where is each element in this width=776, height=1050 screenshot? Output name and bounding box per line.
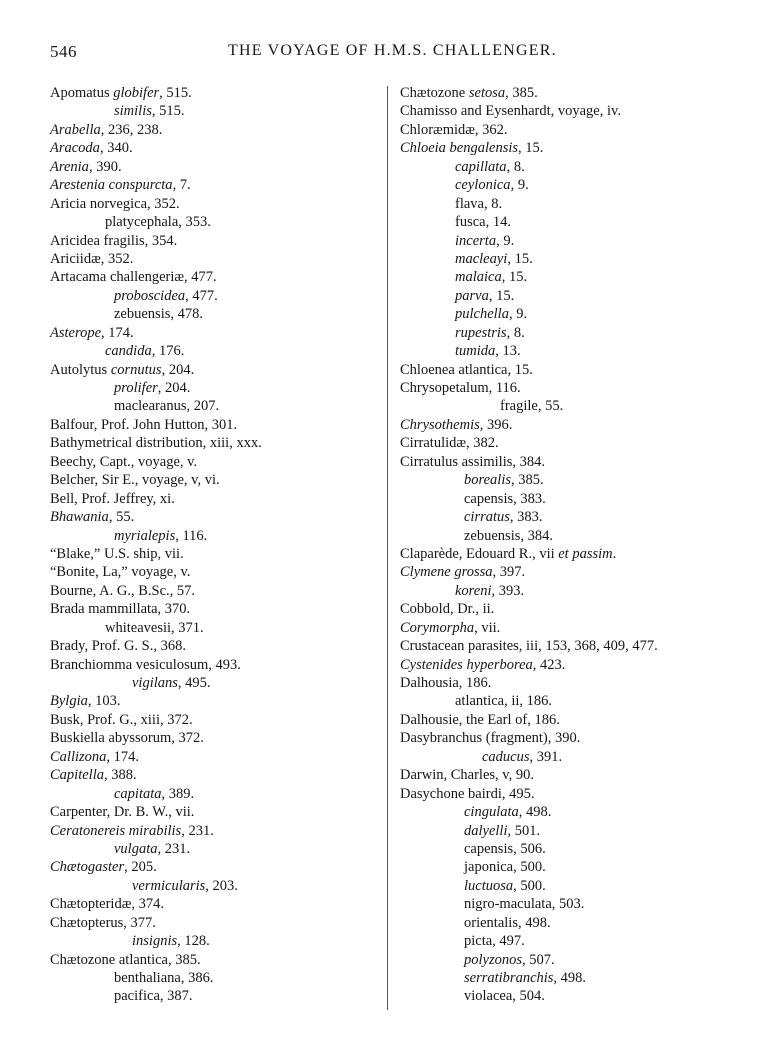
index-entry-text: , 477. [185, 287, 218, 304]
index-entry-text: Darwin, Charles, v, 90. [400, 767, 534, 784]
index-entry [400, 102, 740, 120]
index-entry-text: , 9. [508, 306, 528, 323]
index-entry [400, 729, 740, 747]
index-entry [50, 287, 386, 305]
column-divider [387, 86, 388, 1010]
index-entry-italic-text: proboscidea [114, 287, 186, 304]
running-title: THE VOYAGE OF H.M.S. CHALLENGER. [228, 42, 557, 59]
index-entry-text: , 55. [108, 509, 135, 526]
index-entry [50, 361, 386, 379]
index-entry-italic-text: insignis [132, 933, 178, 950]
index-entry [400, 84, 740, 102]
index-entry-italic-text: capillata [455, 158, 507, 175]
index-entry-text: maclearanus, 207. [114, 398, 220, 415]
index-entry-italic-text: globifer [113, 85, 160, 101]
index-entry [400, 268, 740, 286]
index-entry [400, 951, 740, 969]
index-entry [400, 840, 740, 858]
index-entry-text: Aricidea fragilis, 354. [50, 232, 178, 249]
index-entry-text: , 515. [151, 103, 185, 120]
index-entry [400, 711, 740, 729]
index-entry-text: , 203. [205, 877, 238, 894]
index-entry-text: Chætopterus, 377. [50, 914, 156, 931]
index-entry [50, 582, 386, 600]
index-entry [400, 305, 740, 323]
index-entry-text: , 423. [532, 656, 566, 673]
index-entry-italic-text: similis [114, 103, 152, 120]
index-entry-text: , 340. [99, 140, 133, 157]
index-entry [400, 195, 740, 213]
index-entry [400, 287, 740, 305]
index-entry [400, 637, 740, 655]
index-entry-text: , 389. [161, 785, 195, 802]
index-entry [50, 324, 386, 342]
index-entry [50, 195, 386, 213]
index-entry-italic-text: rupestris [455, 324, 507, 341]
index-entry [50, 508, 386, 526]
index-entry-italic-text: vermicularis [132, 877, 206, 894]
index-entry-text: , 116. [175, 527, 208, 544]
index-entry-italic-text: caducus [482, 748, 530, 765]
index-entry-text: “Bonite, La,” voyage, v. [50, 564, 191, 581]
index-entry [400, 766, 740, 784]
index-entry [400, 656, 740, 674]
index-entry-text: Chætopteridæ, 374. [50, 896, 164, 913]
index-entry [400, 895, 740, 913]
index-entry [400, 250, 740, 268]
index-entry-text: , 204. [157, 380, 191, 396]
index-entry-italic-text: Cystenides hyperborea [400, 656, 533, 673]
index-entry-text: , 9. [496, 232, 515, 249]
index-entry-text: , 13. [495, 343, 521, 360]
index-entry [400, 619, 740, 637]
index-entry-italic-text: dalyelli [464, 822, 508, 839]
index-entry [400, 545, 740, 563]
index-entry-italic-text: vulgata [114, 840, 158, 857]
index-entry-text: , 9. [510, 177, 529, 194]
index-entry-text: . [612, 545, 617, 562]
index-entry-italic-text: parva [455, 287, 489, 304]
index-entry [50, 213, 386, 231]
index-entry [400, 527, 740, 545]
index-entry-text: capensis, 383. [464, 490, 546, 507]
index-entry [50, 748, 386, 766]
index-entry-italic-text: vigilans [132, 675, 178, 691]
index-entry-text: flava, 8. [455, 195, 503, 212]
index-entry-text: , 103. [87, 693, 121, 710]
index-entry [50, 158, 386, 176]
index-entry-italic-text: malaica [455, 269, 502, 286]
index-entry-text: Bourne, A. G., B.Sc., 57. [50, 582, 195, 599]
index-entry-text: picta, 497. [464, 933, 525, 950]
index-entry [50, 139, 386, 157]
index-entry [50, 987, 386, 1005]
index-entry [50, 840, 386, 858]
index-entry-italic-text: Aracoda [50, 140, 100, 157]
index-entry [400, 803, 740, 821]
index-entry-text: orientalis, 498. [464, 914, 551, 931]
index-entry-text: , 397. [492, 564, 526, 581]
index-entry-text: , 15. [501, 269, 528, 286]
index-entry [50, 674, 386, 692]
index-entry-text: , 500. [513, 877, 546, 894]
index-entry [50, 692, 386, 710]
index-entry [400, 416, 740, 434]
index-entry-text: Chrysopetalum, 116. [400, 380, 521, 396]
index-entry-italic-text: Clymene grossa [400, 564, 493, 581]
index-entry [50, 232, 386, 250]
index-entry [400, 674, 740, 692]
index-entry-text: atlantica, ii, 186. [455, 693, 553, 710]
index-entry [50, 379, 386, 397]
index-entry-text: , 498. [518, 804, 552, 821]
index-entry [50, 563, 386, 581]
index-entry-italic-text: prolifer [114, 380, 158, 396]
index-entry-text: capensis, 506. [464, 840, 546, 857]
index-entry [50, 102, 386, 120]
index-entry-text: platycephala, 353. [105, 214, 211, 231]
index-entry-italic-text: macleayi [455, 250, 508, 267]
index-entry [400, 213, 740, 231]
index-entry-text: zebuensis, 478. [114, 306, 203, 323]
index-entry-text: , 507. [522, 951, 555, 968]
index-entry-italic-text: borealis [464, 472, 511, 489]
index-entry-text: , 393. [491, 582, 525, 599]
index-entry-italic-text: myrialepis [114, 527, 176, 544]
index-entry-text: , 236, 238. [100, 121, 163, 138]
index-entry [50, 434, 386, 452]
index-entry [400, 914, 740, 932]
index-entry-italic-text: incerta [455, 232, 497, 249]
index-entry-text: pacifica, 387. [114, 988, 193, 1005]
index-entry-italic-text: candida [105, 343, 152, 360]
index-entry-text: , 385. [505, 85, 538, 101]
index-entry [50, 305, 386, 323]
index-entry [50, 176, 386, 194]
index-entry [50, 545, 386, 563]
index-entry-text: , 231. [181, 822, 214, 839]
index-entry-text: , 128. [177, 933, 210, 950]
index-entry [50, 895, 386, 913]
index-entry-text: zebuensis, 384. [464, 527, 553, 544]
index-entry [400, 987, 740, 1005]
index-entry [400, 600, 740, 618]
index-entry-text: Chamisso and Eysenhardt, voyage, iv. [400, 103, 621, 120]
index-entry-italic-text: capitata [114, 785, 162, 802]
index-entry [400, 176, 740, 194]
index-entry-text: Brada mammillata, 370. [50, 601, 191, 618]
index-entry [50, 453, 386, 471]
index-entry-text: , 176. [151, 343, 185, 360]
index-entry [50, 951, 386, 969]
index-entry [50, 416, 386, 434]
index-entry [400, 158, 740, 176]
index-entry-text: “Blake,” U.S. ship, vii. [50, 545, 184, 562]
index-entry [50, 527, 386, 545]
index-entry-italic-text: Arenia [50, 158, 89, 175]
index-entry-text: Bathymetrical distribution, xiii, xxx. [50, 435, 262, 452]
index-entry [400, 379, 740, 397]
page-header [50, 42, 726, 66]
index-entry [50, 268, 386, 286]
index-entry-text: , 396. [479, 416, 513, 433]
index-entry [400, 563, 740, 581]
index-entry-text: , 390. [88, 158, 122, 175]
index-entry-text: , 383. [509, 509, 543, 526]
index-entry-text: Crustacean parasites, iii, 153, 368, 409, 477. [400, 638, 658, 655]
index-entry-italic-text: Asterope [50, 324, 102, 341]
index-entry-text: fragile, 55. [500, 398, 564, 415]
index-entry-italic-text: Arestenia conspurcta [50, 177, 173, 194]
index-entry-text: Busk, Prof. G., xiii, 372. [50, 711, 193, 728]
index-entry-text: , 7. [172, 177, 191, 194]
index-entry-text: Cobbold, Dr., ii. [400, 601, 495, 618]
index-column-left [50, 84, 386, 1006]
index-entry [400, 858, 740, 876]
index-entry [50, 914, 386, 932]
index-entry [50, 490, 386, 508]
index-entry-text: violacea, 504. [464, 988, 545, 1005]
index-entry-italic-text: luctuosa [464, 877, 514, 894]
index-entry [50, 84, 386, 102]
index-entry-text: Branchiomma vesiculosum, 493. [50, 656, 241, 673]
index-entry-text: , 501. [507, 822, 541, 839]
index-entry-text: Brady, Prof. G. S., 368. [50, 638, 187, 655]
index-entry [400, 121, 740, 139]
index-entry [400, 748, 740, 766]
index-entry-italic-text: tumida [455, 343, 496, 360]
index-entry [50, 858, 386, 876]
index-entry-italic-text: Chætogaster [50, 859, 125, 876]
index-entry-text: Artacama challengeriæ, 477. [50, 269, 217, 286]
index-entry [400, 361, 740, 379]
index-entry-text: , 15. [518, 140, 544, 157]
index-entry-italic-text: Bylgia [50, 693, 88, 710]
index-entry-italic-text: Ceratonereis mirabilis [50, 822, 182, 839]
page-number: 546 [50, 42, 77, 61]
index-entry [50, 471, 386, 489]
index-entry [50, 637, 386, 655]
index-entry [50, 969, 386, 987]
index-entry [50, 342, 386, 360]
index-entry-text: Chætozone [400, 85, 469, 101]
index-entry-italic-text: cornutus [110, 361, 162, 378]
index-entry-text: , 174. [106, 748, 140, 765]
index-entry [400, 822, 740, 840]
index-entry [400, 471, 740, 489]
index-entry-text: Carpenter, Dr. B. W., vii. [50, 804, 195, 821]
index-entry-text: , 174. [101, 324, 134, 341]
index-entry-text: nigro-maculata, 503. [464, 896, 585, 913]
index-entry-italic-text: pulchella [455, 306, 509, 323]
index-entry [400, 139, 740, 157]
index-entry-text: whiteavesii, 371. [105, 619, 204, 636]
index-entry [400, 692, 740, 710]
index-entry-italic-text: setosa [468, 85, 506, 101]
index-entry-text: Chloræmidæ, 362. [400, 121, 508, 138]
index-entry [400, 932, 740, 950]
index-entry [50, 250, 386, 268]
index-entry-italic-text: Chloeia bengalensis [400, 140, 519, 157]
index-entry-italic-text: serratibranchis [464, 970, 554, 986]
index-entry-text: , 391. [529, 748, 563, 765]
index-entry-text: , 515. [159, 85, 192, 101]
index-entry-text: , 8. [506, 158, 525, 175]
index-entry-text: Beechy, Capt., voyage, v. [50, 453, 198, 470]
index-entry-text: Belcher, Sir E., voyage, v, vi. [50, 472, 220, 489]
index-entry-text: Buskiella abyssorum, 372. [50, 730, 204, 747]
index-entry [400, 434, 740, 452]
index-entry-text: benthaliana, 386. [114, 970, 214, 986]
index-entry-italic-text: cingulata [464, 804, 519, 821]
index-entry [400, 877, 740, 895]
index-entry-text: , 15. [507, 250, 533, 267]
index-entry-text: Autolytus [50, 361, 111, 378]
index-entry-text: Chætozone atlantica, 385. [50, 951, 201, 968]
index-entry-italic-text: Chrysothemis [400, 416, 480, 433]
index-entry-text: Ariciidæ, 352. [50, 250, 134, 267]
index-entry-text: , 231. [157, 840, 191, 857]
index-entry-text: fusca, 14. [455, 214, 511, 231]
index-entry [50, 619, 386, 637]
index-entry-italic-text: polyzonos [464, 951, 522, 968]
index-entry-italic-text: ceylonica [455, 177, 511, 194]
index-entry-italic-text: Corymorpha [400, 619, 475, 636]
index-entry-italic-text: Capitella [50, 767, 104, 784]
index-entry-text: Bell, Prof. Jeffrey, xi. [50, 490, 175, 507]
index-entry-text: Aricia norvegica, 352. [50, 195, 180, 212]
index-entry [50, 711, 386, 729]
index-entry-text: japonica, 500. [464, 859, 546, 876]
index-entry-text: Dalhousie, the Earl of, 186. [400, 711, 560, 728]
index-entry [50, 121, 386, 139]
index-entry-italic-text: koreni [455, 582, 492, 599]
index-entry [50, 803, 386, 821]
index-entry-text: , 204. [161, 361, 195, 378]
index-entry-italic-text: Callizona [50, 748, 107, 765]
index-entry [50, 822, 386, 840]
index-entry [400, 397, 740, 415]
index-entry-text: , 388. [103, 767, 137, 784]
index-entry [400, 453, 740, 471]
index-entry-text: , 15. [488, 287, 515, 304]
index-entry [400, 490, 740, 508]
index-entry-text: Chloenea atlantica, 15. [400, 361, 533, 378]
index-entry [50, 932, 386, 950]
index-entry [50, 729, 386, 747]
index-entry-text: Dasybranchus (fragment), 390. [400, 730, 581, 747]
index-entry [400, 785, 740, 803]
index-entry [400, 324, 740, 342]
index-entry [50, 397, 386, 415]
index-entry-text: , 495. [177, 675, 211, 691]
index-entry [50, 766, 386, 784]
index-entry-italic-text: cirratus [464, 509, 510, 526]
index-entry-text: , vii. [474, 619, 501, 636]
index-entry [400, 342, 740, 360]
index-entry [400, 232, 740, 250]
index-entry [50, 877, 386, 895]
index-entry [50, 785, 386, 803]
index-entry-italic-text: Arabella [50, 121, 101, 138]
index-entry-text: Apomatus [50, 85, 114, 101]
index-entry-text: , 8. [506, 324, 525, 341]
index-entry-text: , 498. [553, 970, 587, 986]
index-entry-text: Cirratulidæ, 382. [400, 435, 499, 452]
index-column-right [400, 84, 740, 1006]
index-entry-text: Dasychone bairdi, 495. [400, 785, 535, 802]
index-entry [400, 969, 740, 987]
index-entry-text: , 205. [124, 859, 157, 876]
index-entry-text: , 385. [511, 472, 544, 489]
index-entry-text: Cirratulus assimilis, 384. [400, 453, 545, 470]
index-entry-italic-text: Bhawania [50, 509, 109, 526]
index-entry-italic-text: et passim [558, 545, 613, 562]
index-entry [400, 582, 740, 600]
index-entry-text: Dalhousia, 186. [400, 675, 492, 691]
index-entry [400, 508, 740, 526]
index-entry [50, 656, 386, 674]
index-entry-text: Balfour, Prof. John Hutton, 301. [50, 416, 238, 433]
index-entry [50, 600, 386, 618]
index-entry-text: Claparède, Edouard R., vii [400, 545, 559, 562]
